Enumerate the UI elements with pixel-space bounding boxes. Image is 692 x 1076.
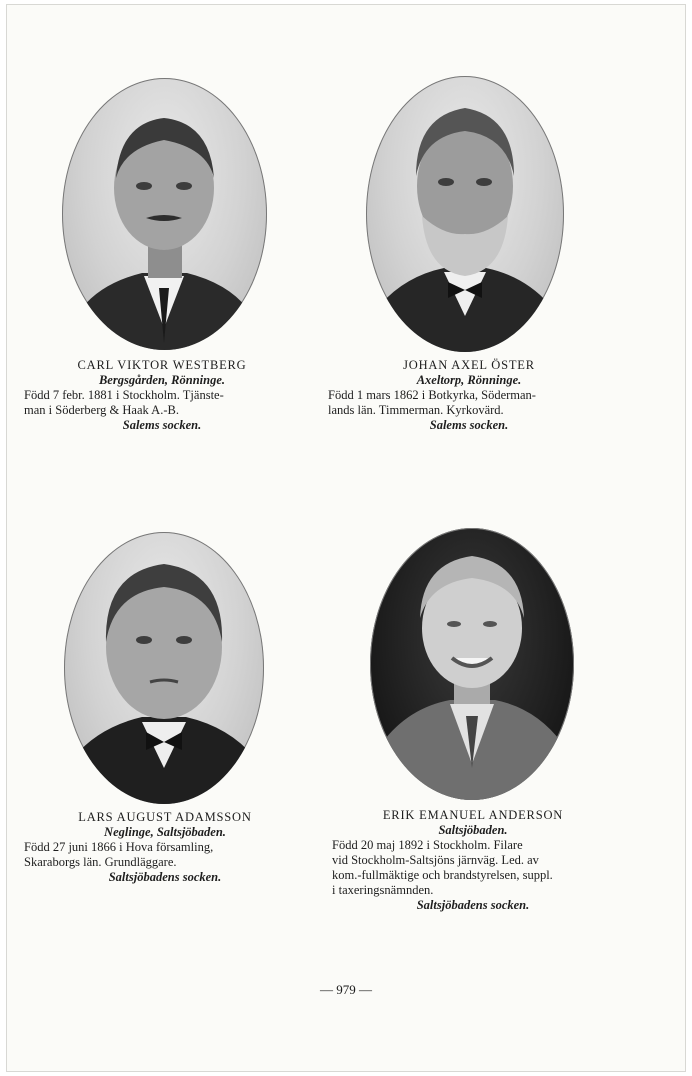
parish: Saltsjöbadens socken. — [108, 870, 222, 884]
portrait-carl-viktor-westberg — [62, 78, 267, 350]
page-number: — 979 — — [320, 982, 372, 997]
entry-caption — [332, 808, 614, 913]
person-name: CARL VIKTOR WESTBERG — [77, 358, 247, 372]
bio-line: vid Stockholm-Saltsjöns järnväg. Led. av — [332, 853, 539, 867]
residence: Axeltorp, Rönninge. — [416, 373, 522, 387]
portrait-lars-august-adamsson — [64, 532, 264, 804]
bio-line: Född 20 maj 1892 i Stockholm. Filare — [332, 838, 523, 852]
portrait-erik-emanuel-anderson — [370, 528, 574, 800]
residence: Saltsjöbaden. — [438, 823, 508, 837]
bio-line: i taxeringsnämnden. — [332, 883, 434, 897]
bio-line: man i Söderberg & Haak A.-B. — [24, 403, 179, 417]
person-name: LARS AUGUST ADAMSSON — [78, 810, 252, 824]
bio-line: kom.-fullmäktige och brandstyrelsen, suppl. — [332, 868, 553, 882]
parish: Salems socken. — [429, 418, 509, 432]
portrait-johan-axel-oster — [366, 76, 564, 352]
portrait-photo-icon — [370, 528, 574, 800]
portrait-photo-icon — [62, 78, 267, 350]
residence: Neglinge, Saltsjöbaden. — [104, 825, 226, 839]
portrait-photo-icon — [366, 76, 564, 352]
portrait-photo-icon — [64, 532, 264, 804]
bio-line: lands län. Timmerman. Kyrkovärd. — [328, 403, 504, 417]
entry-caption — [24, 810, 306, 885]
entry-caption — [24, 358, 300, 433]
person-name: JOHAN AXEL ÖSTER — [403, 358, 535, 372]
bio-line: Född 1 mars 1862 i Botkyrka, Söderman- — [328, 388, 536, 402]
parish: Salems socken. — [122, 418, 202, 432]
bio-line: Född 7 febr. 1881 i Stockholm. Tjänste- — [24, 388, 224, 402]
parish: Saltsjöbadens socken. — [416, 898, 530, 912]
residence: Bergsgården, Rönninge. — [98, 373, 226, 387]
person-name: ERIK EMANUEL ANDERSON — [382, 808, 564, 822]
bio-line: Skaraborgs län. Grundläggare. — [24, 855, 177, 869]
entry-caption — [328, 358, 610, 433]
bio-line: Född 27 juni 1866 i Hova församling, — [24, 840, 214, 854]
